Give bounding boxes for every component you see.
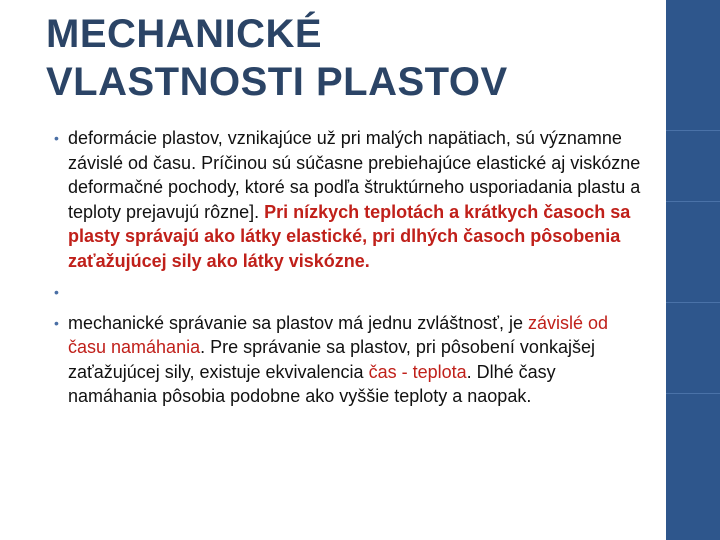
bullet-item-mechanical-behavior [54,311,644,409]
bullet-list [54,126,644,409]
bullet-text: deformácie plastov, vznikajúce už pri malých napätiach, sú významne závislé od času. Príčinou sú súčasne prebiehajúce elastické aj viskózne deformačné pochody, ktoré sa podľa štruktúrneho usporiadania plastu a teploty prejavujú rôzne]. [68,128,641,222]
bullet-text: . Pre správanie sa plastov, pri pôsobení vonkajšej zaťažujúcej sily, existuje ekvivalencia [68,337,595,382]
highlight-text: závislé od času namáhania [68,312,609,357]
bullet-text: . Dlhé časy namáhania pôsobia podobne ako vyššie teploty a naopak. [68,361,556,406]
sidebar-divider [666,393,720,394]
sidebar-band [666,202,720,302]
bullet-item-deformation [54,126,644,273]
sidebar-divider [666,302,720,303]
sidebar-divider [666,201,720,202]
sidebar-band [666,303,720,393]
highlight-text: Pri nízkych teplotách a krátkych časoch sa plasty správajú ako látky elastické, pri dlhých časoch pôsobenia zaťažujúcej sily ako látky viskózne. [68,201,631,271]
bullet-item-empty [54,280,644,305]
sidebar-divider [666,130,720,131]
decorative-sidebar [666,0,720,540]
sidebar-band [666,0,720,130]
bullet-text: mechanické správanie sa plastov má jednu zvláštnosť, je [68,312,528,333]
slide-title [46,10,646,106]
highlight-text: čas - teplota [368,361,467,382]
title-line-2: VLASTNOSTI PLASTOV [46,60,508,104]
sidebar-band [666,394,720,540]
title-line-1: MECHANICKÉ [46,12,323,56]
sidebar-band [666,131,720,201]
